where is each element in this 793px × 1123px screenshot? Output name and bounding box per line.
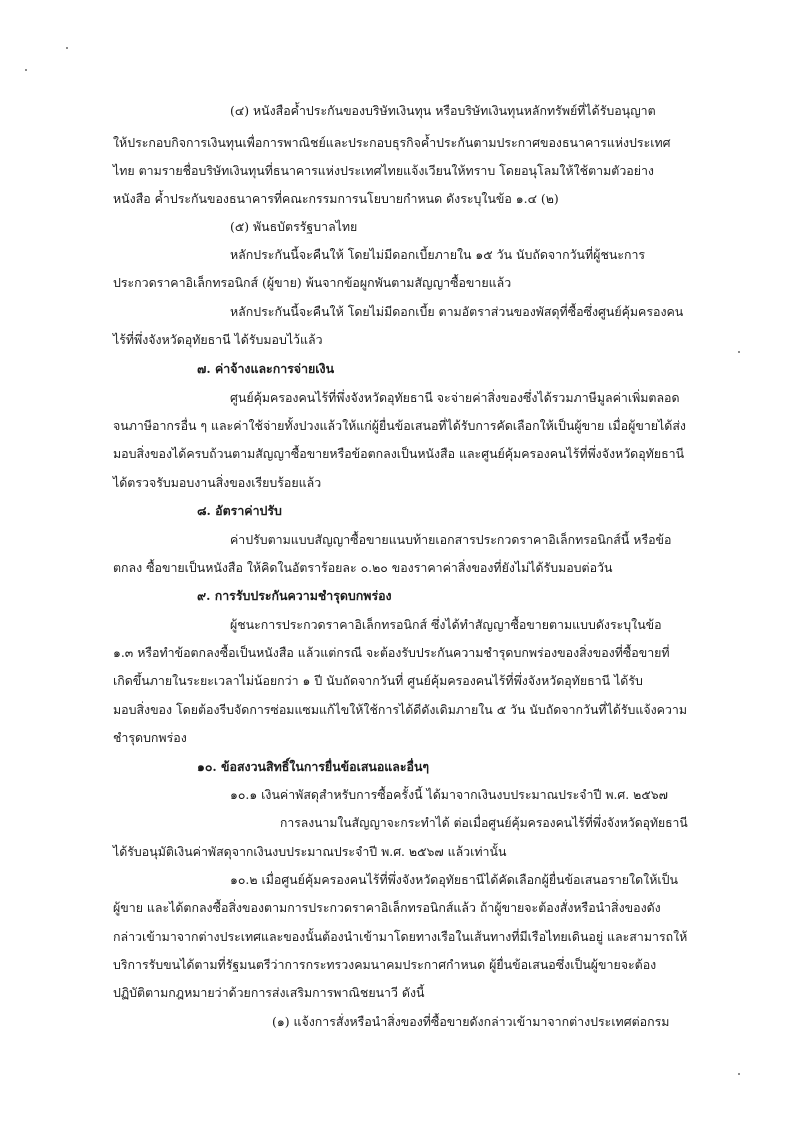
section-10-1-line-1: ๑๐.๑ เงินค่าพัสดุสำหรับการซื้อครั้งนี้ ได้มาจากเงินงบประมาณประจำปี พ.ศ. ๒๕๖๗ bbox=[230, 787, 668, 802]
section-9-heading: ๙. การรับประกันความชำรุดบกพร่อง bbox=[197, 588, 392, 603]
paragraph-5-line-1: (๕) พันธบัตรรัฐบาลไทย bbox=[230, 219, 358, 234]
scan-speck-left bbox=[25, 69, 27, 71]
scan-speck-top-left bbox=[66, 47, 68, 49]
section-10-2-line-5: ปฏิบัติตามกฎหมายว่าด้วยการส่งเสริมการพาณิชยนาวี ดังนี้ bbox=[113, 985, 425, 1000]
section-10-2-line-2: ผู้ขาย และได้ตกลงซื้อสิ่งของตามการประกวดราคาอิเล็กทรอนิกส์แล้ว ถ้าผู้ขายจะต้องสั่งหรือนำสิ่งของดัง bbox=[113, 900, 661, 915]
section-7-heading: ๗. ค่าจ้างและการจ่ายเงิน bbox=[197, 361, 335, 376]
scan-speck-right-2 bbox=[738, 1073, 740, 1075]
section-8-line-1: ค่าปรับตามแบบสัญญาซื้อขายแนบท้ายเอกสารประกวดราคาอิเล็กทรอนิกส์นี้ หรือข้อ bbox=[230, 532, 672, 547]
section-10-heading: ๑๐. ข้อสงวนสิทธิ์ในการยื่นข้อเสนอและอื่นๆ bbox=[197, 759, 430, 774]
section-10-2-line-1: ๑๐.๒ เมื่อศูนย์คุ้มครองคนไร้ที่พึ่งจังหวัดอุทัยธานีได้คัดเลือกผู้ยื่นข้อเสนอรายใดให้เป็น bbox=[230, 872, 678, 887]
section-10-1-line-3: ได้รับอนุมัติเงินค่าพัสดุจากเงินงบประมาณประจำปี พ.ศ. ๒๕๖๗ แล้วเท่านั้น bbox=[113, 844, 507, 859]
paragraph-4-line-3: ไทย ตามรายชื่อบริษัทเงินทุนที่ธนาคารแห่งประเทศไทยแจ้งเวียนให้ทราบ โดยอนุโลมให้ใช้ตามตัวอย่าง bbox=[113, 163, 654, 178]
paragraph-5-line-5: ไร้ที่พึ่งจังหวัดอุทัยธานี ได้รับมอบไว้แล้ว bbox=[113, 332, 323, 347]
section-10-2-line-3: กล่าวเข้ามาจากต่างประเทศและของนั้นต้องนำเข้ามาโดยทางเรือในเส้นทางที่มีเรือไทยเดินอยู่ และสามารถให้ bbox=[113, 929, 688, 944]
section-9-line-3: เกิดขึ้นภายในระยะเวลาไม่น้อยกว่า ๑ ปี นับถัดจากวันที่ ศูนย์คุ้มครองคนไร้ที่พึ่งจังหวัดอุทัยธานี ได้รับ bbox=[113, 673, 643, 688]
section-9-line-1: ผู้ชนะการประกวดราคาอิเล็กทรอนิกส์ ซึ่งได้ทำสัญญาซื้อขายตามแบบดังระบุในข้อ bbox=[230, 617, 662, 632]
paragraph-5-line-4: หลักประกันนี้จะคืนให้ โดยไม่มีดอกเบี้ย ตามอัตราส่วนของพัสดุที่ซื้อซึ่งศูนย์คุ้มครองคน bbox=[230, 304, 684, 319]
section-7-line-1: ศูนย์คุ้มครองคนไร้ที่พึ่งจังหวัดอุทัยธานี จะจ่ายค่าสิ่งของซึ่งได้รวมภาษีมูลค่าเพิ่มตลอด bbox=[230, 390, 680, 405]
paragraph-5-line-3: ประกวดราคาอิเล็กทรอนิกส์ (ผู้ขาย) พ้นจากข้อผูกพันตามสัญญาซื้อขายแล้ว bbox=[113, 275, 512, 290]
paragraph-5-line-2: หลักประกันนี้จะคืนให้ โดยไม่มีดอกเบี้ยภายใน ๑๕ วัน นับถัดจากวันที่ผู้ชนะการ bbox=[230, 247, 646, 262]
section-10-1-line-2: การลงนามในสัญญาจะกระทำได้ ต่อเมื่อศูนย์คุ้มครองคนไร้ที่พึ่งจังหวัดอุทัยธานี bbox=[280, 815, 688, 830]
paragraph-4-line-1: (๔) หนังสือค้ำประกันของบริษัทเงินทุน หรือบริษัทเงินทุนหลักทรัพย์ที่ได้รับอนุญาต bbox=[230, 103, 656, 118]
section-10-2-item-1-line-1: (๑) แจ้งการสั่งหรือนำสิ่งของที่ซื้อขายดังกล่าวเข้ามาจากต่างประเทศต่อกรม bbox=[272, 1014, 670, 1029]
scan-speck-right bbox=[738, 351, 740, 353]
paragraph-4-line-2: ให้ประกอบกิจการเงินทุนเพื่อการพาณิชย์และประกอบธุรกิจค้ำประกันตามประกาศของธนาคารแห่งประเทศ bbox=[113, 135, 671, 150]
section-9-line-5: ชำรุดบกพร่อง bbox=[113, 730, 187, 745]
section-7-line-4: ได้ตรวจรับมอบงานสิ่งของเรียบร้อยแล้ว bbox=[113, 475, 322, 490]
section-7-line-3: มอบสิ่งของได้ครบถ้วนตามสัญญาซื้อขายหรือข้อตกลงเป็นหนังสือ และศูนย์คุ้มครองคนไร้ที่พึ่งจังหวัดอุทัยธานี bbox=[113, 446, 685, 461]
section-8-heading: ๘. อัตราค่าปรับ bbox=[197, 503, 282, 518]
section-8-line-2: ตกลง ซื้อขายเป็นหนังสือ ให้คิดในอัตราร้อยละ ๐.๒๐ ของราคาค่าสิ่งของที่ยังไม่ได้รับมอบต่อวัน bbox=[113, 560, 613, 575]
paragraph-4-line-4: หนังสือ ค้ำประกันของธนาคารที่คณะกรรมการนโยบายกำหนด ดังระบุในข้อ ๑.๔ (๒) bbox=[113, 191, 559, 206]
section-9-line-2: ๑.๓ หรือทำข้อตกลงซื้อเป็นหนังสือ แล้วแต่กรณี จะต้องรับประกันความชำรุดบกพร่องของสิ่งของที่ซื้อขายที่ bbox=[113, 645, 670, 660]
section-9-line-4: มอบสิ่งของ โดยต้องรีบจัดการซ่อมแซมแก้ไขให้ใช้การได้ดีดังเดิมภายใน ๕ วัน นับถัดจากวันที่ได้รับแจ้งความ bbox=[113, 702, 688, 717]
section-7-line-2: จนภาษีอากรอื่น ๆ และค่าใช้จ่ายทั้งปวงแล้วให้แก่ผู้ยื่นข้อเสนอที่ได้รับการคัดเลือกให้เป็นผู้ขาย เมื่อผู้ขายได้ส่ง bbox=[113, 418, 686, 433]
section-10-2-line-4: บริการรับขนได้ตามที่รัฐมนตรีว่าการกระทรวงคมนาคมประกาศกำหนด ผู้ยื่นข้อเสนอซึ่งเป็นผู้ขายจะต้อง bbox=[113, 957, 657, 972]
